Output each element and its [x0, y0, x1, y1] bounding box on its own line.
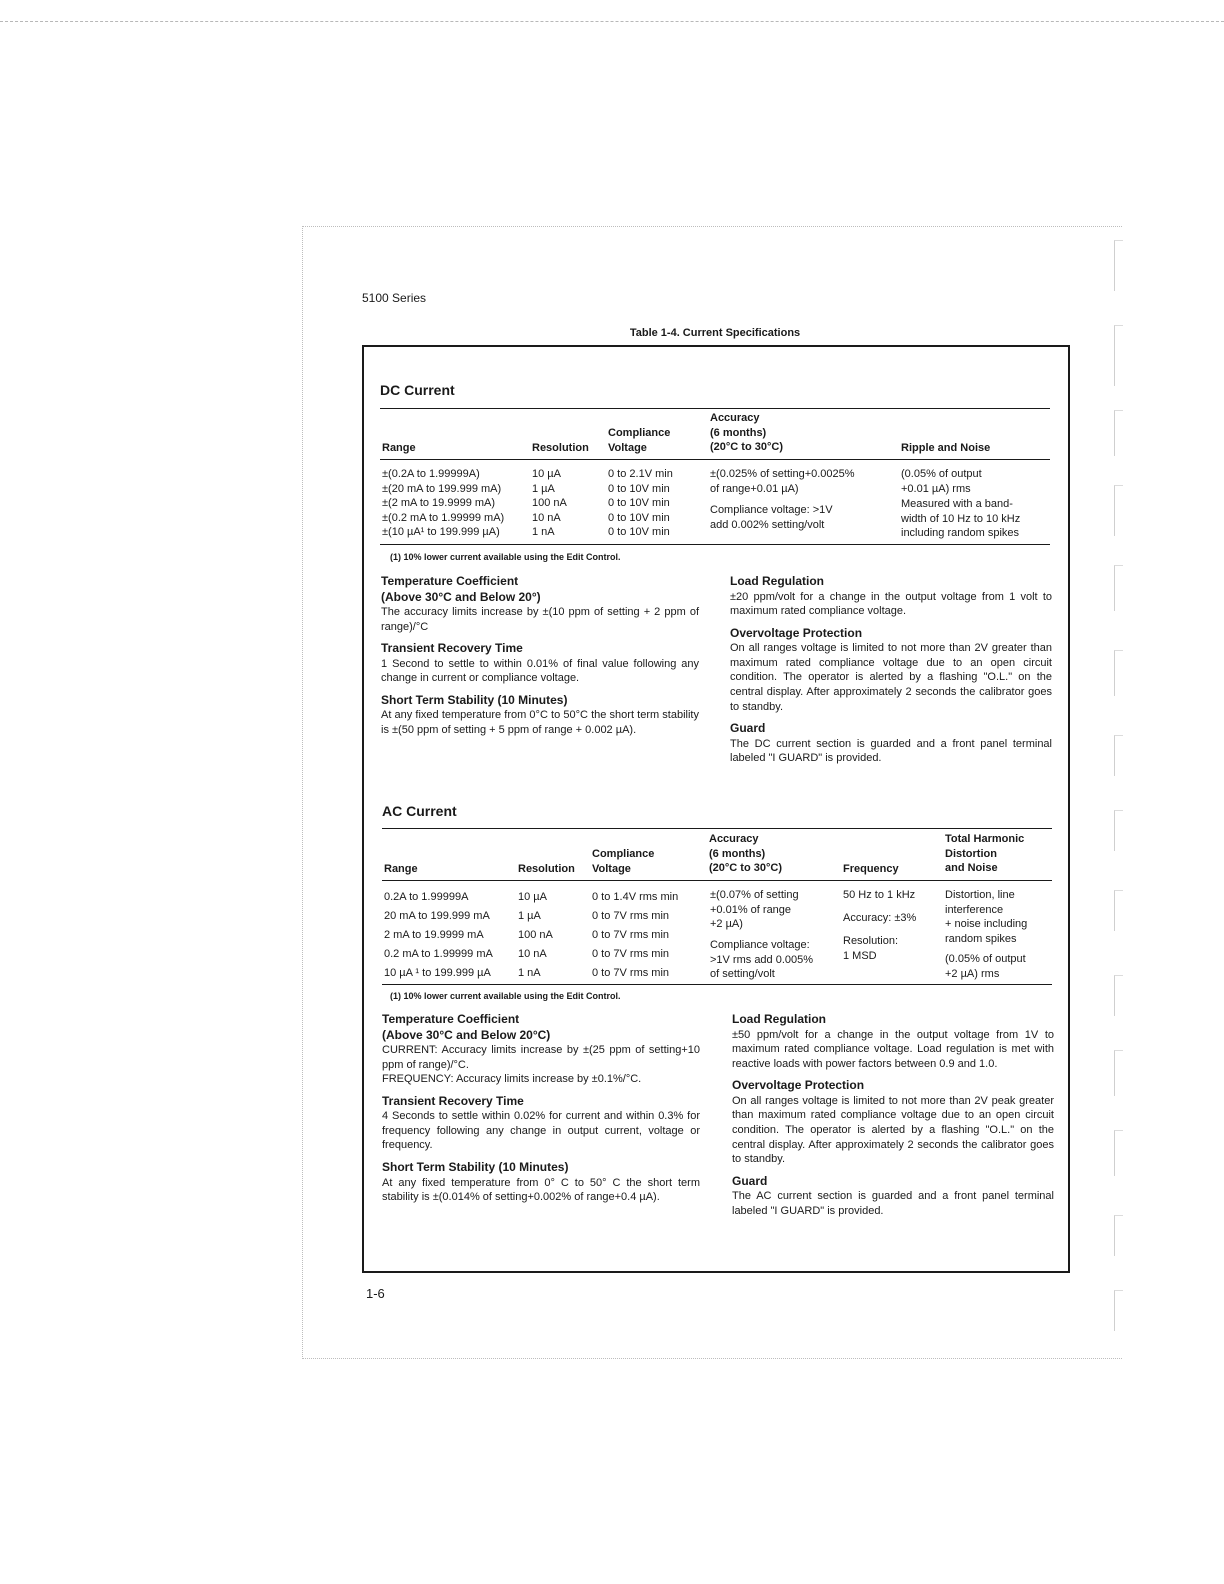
dc-accuracy-compliance: Compliance voltage: >1V add 0.002% setting/volt — [710, 504, 833, 531]
ac-range-cell: 20 mA to 199.999 mA — [384, 910, 490, 922]
dc-range-column — [382, 467, 504, 540]
dc-resolution-cell: 10 nA — [532, 511, 561, 524]
ac-guard-text: The AC current section is guarded and a front panel terminal labeled "I GUARD" is provided. — [732, 1190, 1054, 1217]
ac-overvoltage-protection-title: Overvoltage Protection — [732, 1078, 865, 1093]
ac-range-cell: 10 µA ¹ to 199.999 µA — [384, 967, 491, 979]
page-number: 1-6 — [366, 1286, 385, 1301]
dc-resolution-column — [532, 467, 567, 540]
dc-header-range: Range — [382, 442, 416, 454]
dc-range-cell: ±(0.2 mA to 1.99999 mA) — [382, 511, 505, 524]
ac-frequency-accuracy: Accuracy: ±3% — [843, 912, 917, 924]
dc-short-term-stability — [381, 693, 699, 738]
ac-temp-coefficient-title: Temperature Coefficient (Above 30°C and Below 20°C) — [382, 1012, 551, 1042]
ac-thd-value: (0.05% of output +2 µA) rms — [945, 953, 1026, 980]
dc-guard — [730, 721, 1052, 766]
series-label: 5100 Series — [362, 291, 427, 305]
ac-header-range: Range — [384, 863, 418, 875]
dc-compliance-cell: 0 to 10V min — [608, 497, 670, 509]
dc-temp-coefficient — [381, 574, 699, 634]
binding-marks — [1106, 240, 1136, 1350]
dc-guard-title: Guard — [730, 721, 766, 736]
dc-load-regulation — [730, 574, 1052, 619]
ac-right-specs — [732, 1012, 1054, 1225]
dc-resolution-cell: 10 µA — [532, 468, 561, 480]
dc-short-term-stability-title: Short Term Stability (10 Minutes) — [381, 692, 568, 707]
ac-compliance-cell: 0 to 7V rms min — [592, 948, 670, 960]
dc-header-resolution: Resolution — [532, 442, 589, 454]
ac-header-frequency: Frequency — [843, 863, 899, 875]
ac-range-cell: 0.2 mA to 1.99999 mA — [384, 948, 493, 960]
ac-resolution-cell: 100 nA — [518, 929, 553, 941]
ac-accuracy-compliance: Compliance voltage: >1V rms add 0.005% of setting/volt — [710, 939, 814, 980]
ac-load-regulation-title: Load Regulation — [732, 1012, 826, 1026]
ac-resolution-column — [518, 888, 553, 983]
ac-transient-recovery — [382, 1094, 700, 1153]
dc-guard-text: The DC current section is guarded and a front panel terminal labeled "I GUARD" is provided. — [730, 737, 1052, 765]
dc-range-cell: ±(10 µA¹ to 199.999 µA) — [382, 526, 500, 538]
dc-right-specs — [730, 574, 1052, 773]
dc-resolution-cell: 1 µA — [532, 482, 555, 495]
ac-guard — [732, 1174, 1054, 1219]
dc-temp-coefficient-text: The accuracy limits increase by ±(10 ppm of setting + 2 ppm of range)/°C — [381, 606, 699, 633]
ac-table-rule-bottom — [382, 984, 1052, 985]
ac-header-resolution: Resolution — [518, 863, 575, 875]
dc-overvoltage-protection — [730, 626, 1052, 714]
dc-left-specs — [381, 574, 699, 745]
dc-compliance-cell: 0 to 10V min — [608, 526, 670, 538]
ac-header-thd: Total Harmonic Distortion and Noise — [945, 833, 1025, 874]
ac-short-term-stability — [382, 1160, 700, 1205]
ac-load-regulation-text: ±50 ppm/volt for a change in the output voltage from 1V to maximum rated compliance voltage. Load regulation is met with reactive loads with power factors between 0.9 and 1.0. — [732, 1028, 1054, 1070]
ac-resolution-cell: 10 µA — [518, 891, 547, 903]
ac-footnote: (1) 10% lower current available using the Edit Control. — [390, 991, 621, 1001]
ac-header-rule-bottom — [382, 880, 1052, 881]
ac-temp-coefficient-text: CURRENT: Accuracy limits increase by ±(25 ppm of setting+10 ppm of range)/°C. FREQUENCY: Accuracy limits increase by ±0.1%/°C. — [382, 1044, 700, 1086]
ac-resolution-cell: 1 nA — [518, 967, 541, 979]
ac-header-rule-top — [382, 828, 1052, 829]
dc-compliance-cell: 0 to 10V min — [608, 482, 670, 495]
ac-resolution-cell: 1 µA — [518, 910, 541, 922]
sheet-edge-top — [302, 226, 1122, 227]
dc-header-rule-top — [380, 408, 1050, 409]
dc-transient-recovery-title: Transient Recovery Time — [381, 641, 523, 656]
dc-accuracy-main: ±(0.025% of setting+0.0025% of range+0.01 µA) — [710, 468, 855, 495]
ac-compliance-cell: 0 to 7V rms min — [592, 910, 670, 922]
ac-range-column — [384, 888, 493, 983]
dc-header-compliance: Compliance Voltage — [608, 427, 671, 454]
ac-transient-recovery-title: Transient Recovery Time — [382, 1093, 524, 1108]
dc-compliance-cell: 0 to 10V min — [608, 511, 670, 524]
table-title: Table 1-4. Current Specifications — [629, 327, 801, 339]
ac-resolution-cell: 10 nA — [518, 948, 547, 960]
dc-range-cell: ±(2 mA to 19.9999 mA) — [382, 497, 496, 509]
ac-header-compliance: Compliance Voltage — [592, 848, 655, 875]
ac-section-title: AC Current — [382, 803, 457, 819]
dc-ripple-output: (0.05% of output +0.01 µA) rms — [901, 468, 982, 495]
ac-temp-coefficient — [382, 1012, 700, 1087]
dc-range-cell: ±(20 mA to 199.999 mA) — [382, 482, 502, 495]
dc-footnote: (1) 10% lower current available using the Edit Control. — [390, 552, 621, 562]
dc-load-regulation-title: Load Regulation — [730, 574, 824, 588]
dc-section-title: DC Current — [380, 382, 455, 398]
ac-short-term-stability-title: Short Term Stability (10 Minutes) — [382, 1160, 569, 1175]
dc-compliance-column — [608, 467, 673, 540]
dc-transient-recovery — [381, 641, 699, 686]
ac-transient-recovery-text: 4 Seconds to settle within 0.02% for current and within 0.3% for frequency following any change in output current, voltage or frequency. — [382, 1110, 700, 1152]
sheet-edge-left — [302, 226, 303, 1359]
dc-overvoltage-protection-text: On all ranges voltage is limited to not more than 2V greater than maximum rated compliance voltage due to an open circuit condition. The operator is alerted by a flashing "O.L." on the central display. After approximately 2 seconds the calibrator goes to standby. — [730, 642, 1052, 713]
dc-resolution-cell: 100 nA — [532, 497, 567, 509]
ac-thd-description: Distortion, line interference + noise including random spikes — [945, 889, 1028, 945]
dc-compliance-cell: 0 to 2.1V min — [608, 468, 673, 480]
ac-compliance-cell: 0 to 7V rms min — [592, 929, 670, 941]
ac-range-cell: 0.2A to 1.99999A — [384, 891, 469, 903]
ac-compliance-cell: 0 to 1.4V rms min — [592, 891, 679, 903]
ac-guard-title: Guard — [732, 1173, 768, 1188]
dc-transient-recovery-text: 1 Second to settle to within 0.01% of final value following any change in current or compliance voltage. — [381, 657, 699, 685]
dc-temp-coefficient-title: Temperature Coefficient (Above 30°C and Below 20°) — [381, 574, 541, 604]
dc-header-rule-bottom — [380, 459, 1050, 460]
ac-overvoltage-protection-text: On all ranges voltage is limited to not more than 2V peak greater than maximum rated compliance voltage due to an open circuit condition. The operator is alerted by a flashing "O.L." on the central display. After approximately 2 seconds the calibrator goes to standby. — [732, 1094, 1054, 1166]
ac-short-term-stability-text: At any fixed temperature from 0° C to 50° C the short term stability is ±(0.014% of setting+0.002% of range+0.4 µA). — [382, 1176, 700, 1204]
ac-header-accuracy: Accuracy (6 months) (20°C to 30°C) — [709, 833, 782, 874]
dc-short-term-stability-text: At any fixed temperature from 0°C to 50°C the short term stability is ±(50 ppm of setting + 5 ppm of range + 0.002 µA). — [381, 709, 699, 736]
ac-frequency-resolution: Resolution: 1 MSD — [843, 935, 899, 962]
sheet-edge-bottom — [302, 1358, 1122, 1359]
ac-overvoltage-protection — [732, 1078, 1054, 1166]
ac-accuracy-main: ±(0.07% of setting +0.01% of range +2 µA) — [710, 889, 799, 930]
dc-resolution-cell: 1 nA — [532, 526, 555, 538]
dc-table-rule-bottom — [380, 544, 1050, 545]
dc-range-cell: ±(0.2A to 1.99999A) — [382, 468, 480, 480]
ac-load-regulation — [732, 1012, 1054, 1071]
scan-edge-top — [0, 21, 1224, 22]
ac-compliance-cell: 0 to 7V rms min — [592, 967, 670, 979]
dc-header-ripple: Ripple and Noise — [901, 442, 991, 454]
ac-left-specs — [382, 1012, 700, 1212]
ac-compliance-column — [592, 888, 678, 983]
dc-ripple-bandwidth: Measured with a band- width of 10 Hz to 10 kHz including random spikes — [901, 498, 1021, 539]
dc-overvoltage-protection-title: Overvoltage Protection — [730, 625, 863, 640]
ac-frequency-range: 50 Hz to 1 kHz — [843, 889, 916, 901]
dc-header-accuracy: Accuracy (6 months) (20°C to 30°C) — [710, 412, 783, 453]
dc-load-regulation-text: ±20 ppm/volt for a change in the output voltage from 1 volt to maximum rated compliance voltage. — [730, 590, 1052, 618]
ac-range-cell: 2 mA to 19.9999 mA — [384, 929, 484, 941]
